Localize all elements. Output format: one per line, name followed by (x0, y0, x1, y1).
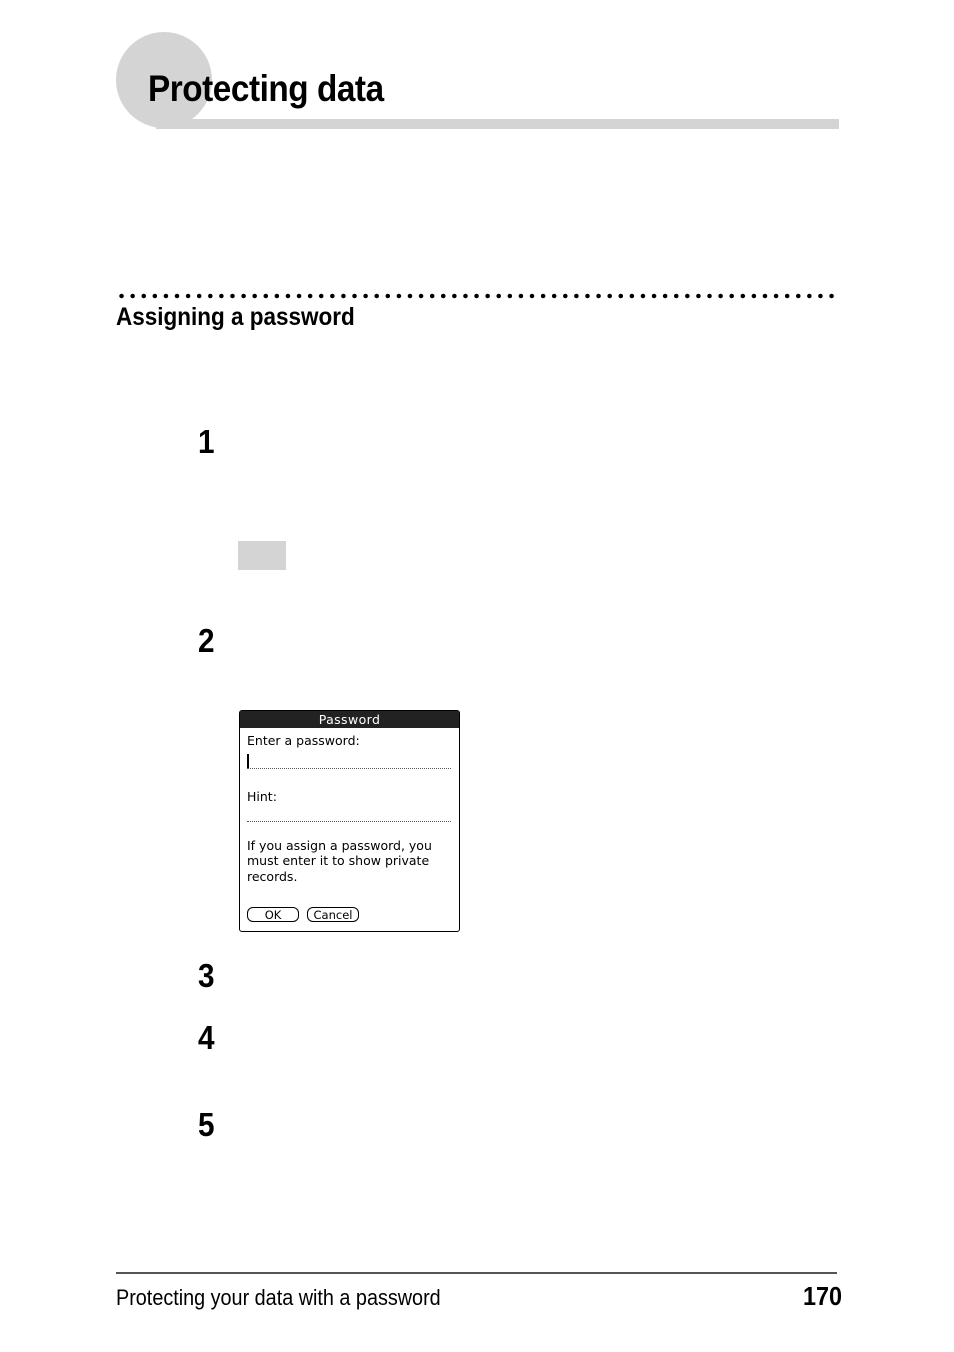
hint-label: Hint: (247, 789, 277, 804)
step-number-5: 5 (198, 1106, 215, 1143)
hint-input[interactable] (247, 821, 451, 822)
text-cursor (247, 754, 249, 768)
note-icon (238, 541, 286, 570)
section-title: Assigning a password (116, 303, 355, 331)
step-number-4: 4 (198, 1019, 215, 1056)
step-number-3: 3 (198, 957, 215, 994)
step-number-2: 2 (198, 622, 215, 659)
dialog-title: Password (240, 711, 459, 728)
dialog-message-line-3: records. (247, 869, 298, 884)
dotted-divider (116, 293, 836, 299)
footer-text: Protecting your data with a password (116, 1285, 441, 1310)
cancel-button[interactable]: Cancel (307, 907, 359, 922)
password-input[interactable] (247, 768, 451, 769)
enter-password-label: Enter a password: (247, 733, 360, 748)
dialog-message-line-1: If you assign a password, you (247, 838, 432, 853)
page-number: 170 (802, 1281, 842, 1311)
dialog-message-line-2: must enter it to show private (247, 853, 430, 868)
step-number-1: 1 (198, 423, 215, 460)
footer-rule (116, 1272, 837, 1274)
password-dialog (239, 710, 460, 932)
header-bar-decoration (156, 119, 839, 129)
page-title: Protecting data (148, 68, 384, 109)
ok-button[interactable]: OK (247, 907, 299, 922)
